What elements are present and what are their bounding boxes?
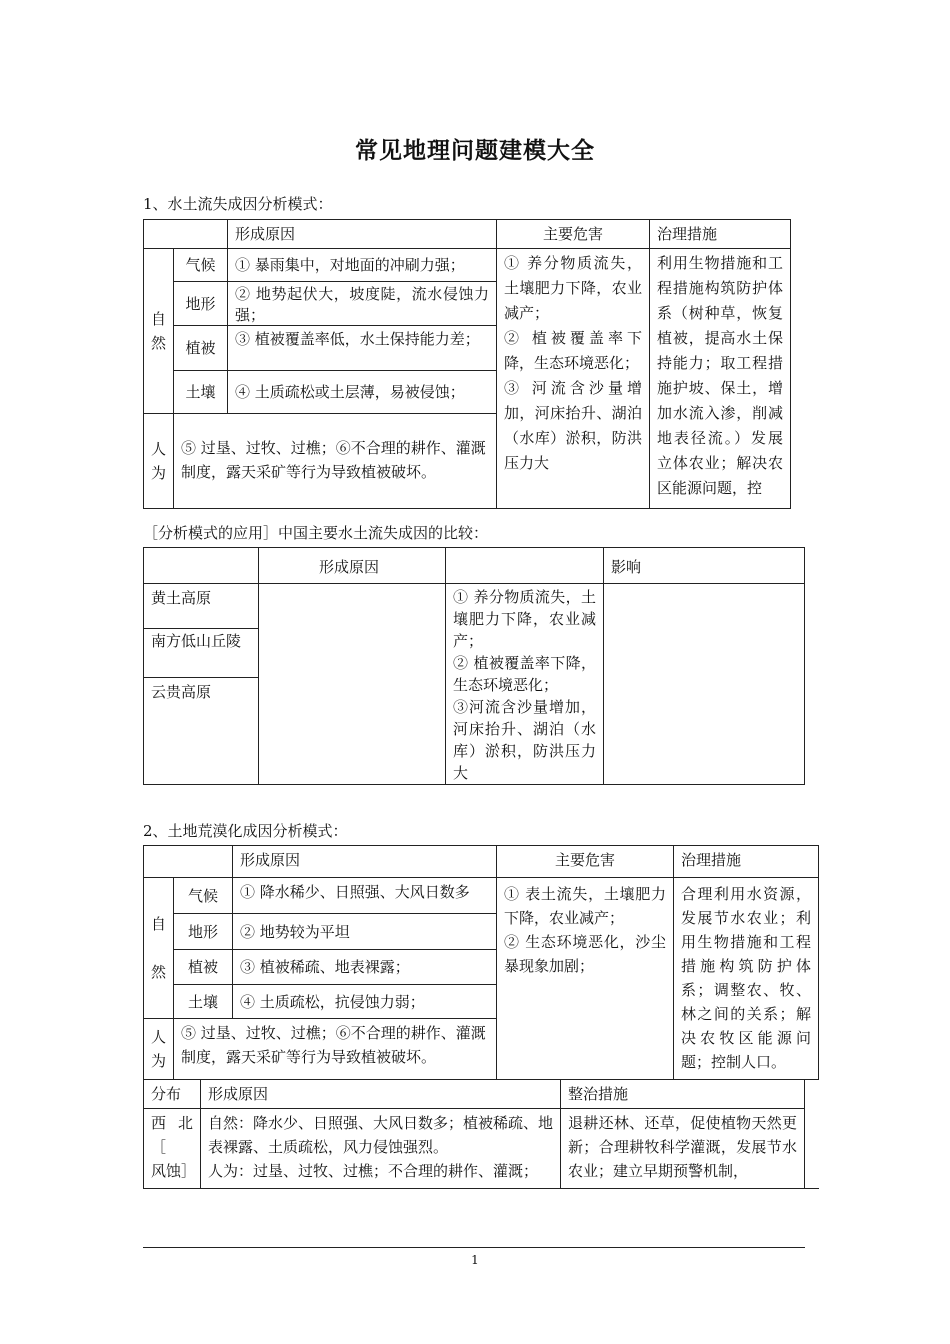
s2-natural-label: 自 然 [143, 877, 174, 1019]
app-harm-text: ① 养分物质流失，土壤肥力下降，农业减产； ② 植被覆盖率下降，生态环境恶化； ③河流含沙量增加，河床抬升、湖泊（水库）淤积，防洪压力大 [445, 583, 604, 785]
dist-header-reason: 形成原因 [200, 1079, 561, 1109]
factor-climate: 气候 [173, 248, 228, 282]
s2-header-reason: 形成原因 [232, 845, 497, 878]
section2-heading: 2、土地荒漠化成因分析模式： [143, 822, 348, 840]
reason-climate: ① 暴雨集中，对地面的冲刷力强； [227, 248, 497, 282]
app-impact-cell [603, 583, 805, 785]
application-heading: ［分析模式的应用］中国主要水土流失成因的比较： [143, 524, 489, 542]
human-label: 人 为 [143, 413, 174, 509]
dist-measures-northwest: 退耕还林、还草，促使植物天然更新；合理耕牧科学灌溉，发展节水农业；建立早期预警机制， [560, 1108, 805, 1189]
header-reason: 形成原因 [227, 219, 497, 249]
s2-reason-terrain: ② 地势较为平坦 [232, 913, 497, 950]
s2-header-blank [143, 845, 233, 878]
app-header-middle [445, 547, 604, 584]
header-blank [143, 219, 228, 249]
header-measures: 治理措施 [649, 219, 791, 249]
app-reason-cell [258, 583, 446, 785]
factor-terrain: 地形 [173, 281, 228, 326]
factor-vegetation: 植被 [173, 325, 228, 371]
human-reason: ⑤ 过垦、过牧、过樵；⑥不合理的耕作、灌溉制度，露天采矿等行为导致植被破坏。 [173, 413, 497, 509]
reason-vegetation: ③ 植被覆盖率低，水土保持能力差； [227, 325, 497, 371]
dist-region-northwest: 西北［ 风蚀］ [143, 1108, 201, 1189]
s2-factor-soil: 土壤 [173, 984, 233, 1019]
s2-header-harm: 主要危害 [496, 845, 674, 878]
s2-factor-climate: 气候 [173, 877, 233, 914]
page-number: 1 [471, 1253, 479, 1267]
footer-rule [143, 1247, 805, 1248]
region-yungui: 云贵高原 [143, 677, 259, 785]
s2-measures-text: 合理利用水资源，发展节水农业；利用生物措施和工程措施构筑防护体系；调整农、牧、林之间的关系；解决农牧区能源问题；控制人口。 [673, 877, 819, 1080]
s2-reason-soil: ④ 土质疏松，抗侵蚀力弱； [232, 984, 497, 1019]
reason-terrain: ② 地势起伏大，坡度陡，流水侵蚀力强； [227, 281, 497, 326]
s2-header-measures: 治理措施 [673, 845, 819, 878]
region-south-hills: 南方低山丘陵 [143, 628, 259, 678]
dist-header-region: 分布 [143, 1079, 201, 1109]
s2-human-reason: ⑤ 过垦、过牧、过樵；⑥不合理的耕作、灌溉制度，露天采矿等行为导致植被破坏。 [173, 1018, 497, 1080]
natural-label: 自 然 [143, 248, 174, 414]
dist-header-measures: 整治措施 [560, 1079, 805, 1109]
header-harm: 主要危害 [496, 219, 650, 249]
region-loess: 黄土高原 [143, 583, 259, 629]
app-header-reason: 形成原因 [258, 547, 446, 584]
dist-reason-northwest: 自然：降水少、日照强、大风日数多；植被稀疏、地表裸露、土质疏松，风力侵蚀强烈。 人为：过垦、过牧、过樵；不合理的耕作、灌溉； [200, 1108, 561, 1189]
s2-reason-vegetation: ③ 植被稀疏、地表裸露； [232, 949, 497, 985]
reason-soil: ④ 土质疏松或土层薄，易被侵蚀； [227, 370, 497, 414]
s2-harm-text: ① 表土流失，土壤肥力下降，农业减产； ② 生态环境恶化，沙尘暴现象加剧； [496, 877, 674, 1080]
factor-soil: 土壤 [173, 370, 228, 414]
document-title: 常见地理问题建模大全 [355, 138, 595, 164]
s2-factor-terrain: 地形 [173, 913, 233, 950]
measures-text: 利用生物措施和工程措施构筑防护体系（树种草，恢复植被，提高水土保持能力；取工程措施护坡、保土，增加水流入渗，削减地表径流。）发展立体农业；解决农区能源问题，控 [649, 248, 791, 509]
s2-factor-vegetation: 植被 [173, 949, 233, 985]
section1-heading: 1、水土流失成因分析模式： [143, 195, 333, 213]
app-header-impact: 影响 [603, 547, 805, 584]
harm-text: ① 养分物质流失，土壤肥力下降，农业减产； ② 植被覆盖率下降，生态环境恶化； ③ 河流含沙量增加，河床抬升、湖泊（水库）淤积，防洪压力大 [496, 248, 650, 509]
app-header-blank [143, 547, 259, 584]
dist-bottom-rule [143, 1188, 819, 1189]
s2-human-label: 人 为 [143, 1018, 174, 1080]
s2-reason-climate: ① 降水稀少、日照强、大风日数多 [232, 877, 497, 914]
